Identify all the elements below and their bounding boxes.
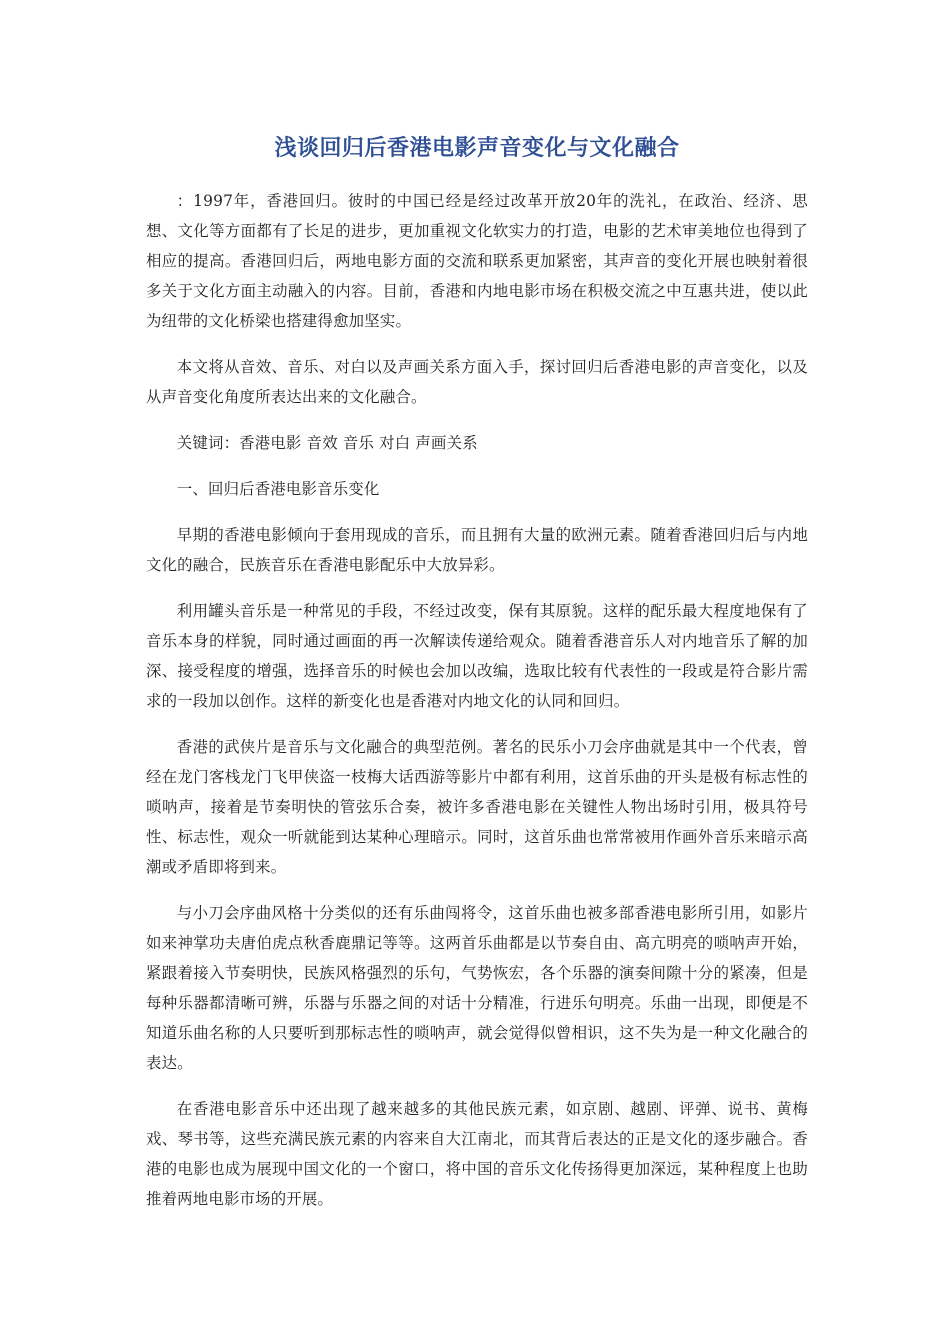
- document-title: 浅谈回归后香港电影声音变化与文化融合: [274, 136, 680, 161]
- body-paragraph: 早期的香港电影倾向于套用现成的音乐，而且拥有大量的欧洲元素。随着香港回归后与内地文化的融合，民族音乐在香港电影配乐中大放异彩。: [146, 526, 808, 574]
- body-paragraph: 利用罐头音乐是一种常见的手段，不经过改变，保有其原貌。这样的配乐最大程度地保有了音乐本身的样貌，同时通过画面的再一次解读传递给观众。随着香港音乐人对内地音乐了解的加深、接受程度的增强，选择音乐的时候也会加以改编，选取比较有代表性的一段或是符合影片需求的一段加以创作。这样的新变化也是香港对内地文化的认同和回归。: [146, 602, 808, 710]
- section-heading: 一、回归后香港电影音乐变化: [176, 480, 380, 498]
- body-paragraph: 与小刀会序曲风格十分类似的还有乐曲闯将令，这首乐曲也被多部香港电影所引用，如影片如来神掌功夫唐伯虎点秋香鹿鼎记等等。这两首乐曲都是以节奏自由、高亢明亮的唢呐声开始，紧跟着接入节奏明快，民族风格强烈的乐句，气势恢宏，各个乐器的演奏间隙十分的紧凑，但是每种乐器都清晰可辨，乐器与乐器之间的对话十分精准，行进乐句明亮。乐曲一出现，即便是不知道乐曲名称的人只要听到那标志性的唢呐声，就会觉得似曾相识，这不失为是一种文化融合的表达。: [146, 904, 808, 1072]
- body-paragraph: 在香港电影音乐中还出现了越来越多的其他民族元素，如京剧、越剧、评弹、说书、黄梅戏、琴书等，这些充满民族元素的内容来自大江南北，而其背后表达的正是文化的逐步融合。香港的电影也成为展现中国文化的一个窗口，将中国的音乐文化传扬得更加深远，某种程度上也助推着两地电影市场的开展。: [146, 1100, 808, 1208]
- body-paragraph: 香港的武侠片是音乐与文化融合的典型范例。著名的民乐小刀会序曲就是其中一个代表，曾经在龙门客栈龙门飞甲侠盗一枝梅大话西游等影片中都有利用，这首乐曲的开头是极有标志性的唢呐声，接着是节奏明快的管弦乐合奏，被许多香港电影在关键性人物出场时引用，极具符号性、标志性，观众一听就能到达某种心理暗示。同时，这首乐曲也常常被用作画外音乐来暗示高潮或矛盾即将到来。: [146, 738, 808, 876]
- intro-paragraph: 本文将从音效、音乐、对白以及声画关系方面入手，探讨回归后香港电影的声音变化，以及从声音变化角度所表达出来的文化融合。: [146, 358, 808, 406]
- abstract-paragraph: ：1997年，香港回归。彼时的中国已经是经过改革开放20年的洗礼，在政治、经济、思想、文化等方面都有了长足的进步，更加重视文化软实力的打造，电影的艺术审美地位也得到了相应的提高。香港回归后，两地电影方面的交流和联系更加紧密，其声音的变化开展也映射着很多关于文化方面主动融入的内容。目前，香港和内地电影市场在积极交流之中互惠共进，使以此为纽带的文化桥梁也搭建得愈加坚实。: [146, 192, 808, 330]
- keywords-line: 关键词：香港电影 音效 音乐 对白 声画关系: [176, 434, 478, 452]
- document-page: [146, 132, 808, 1230]
